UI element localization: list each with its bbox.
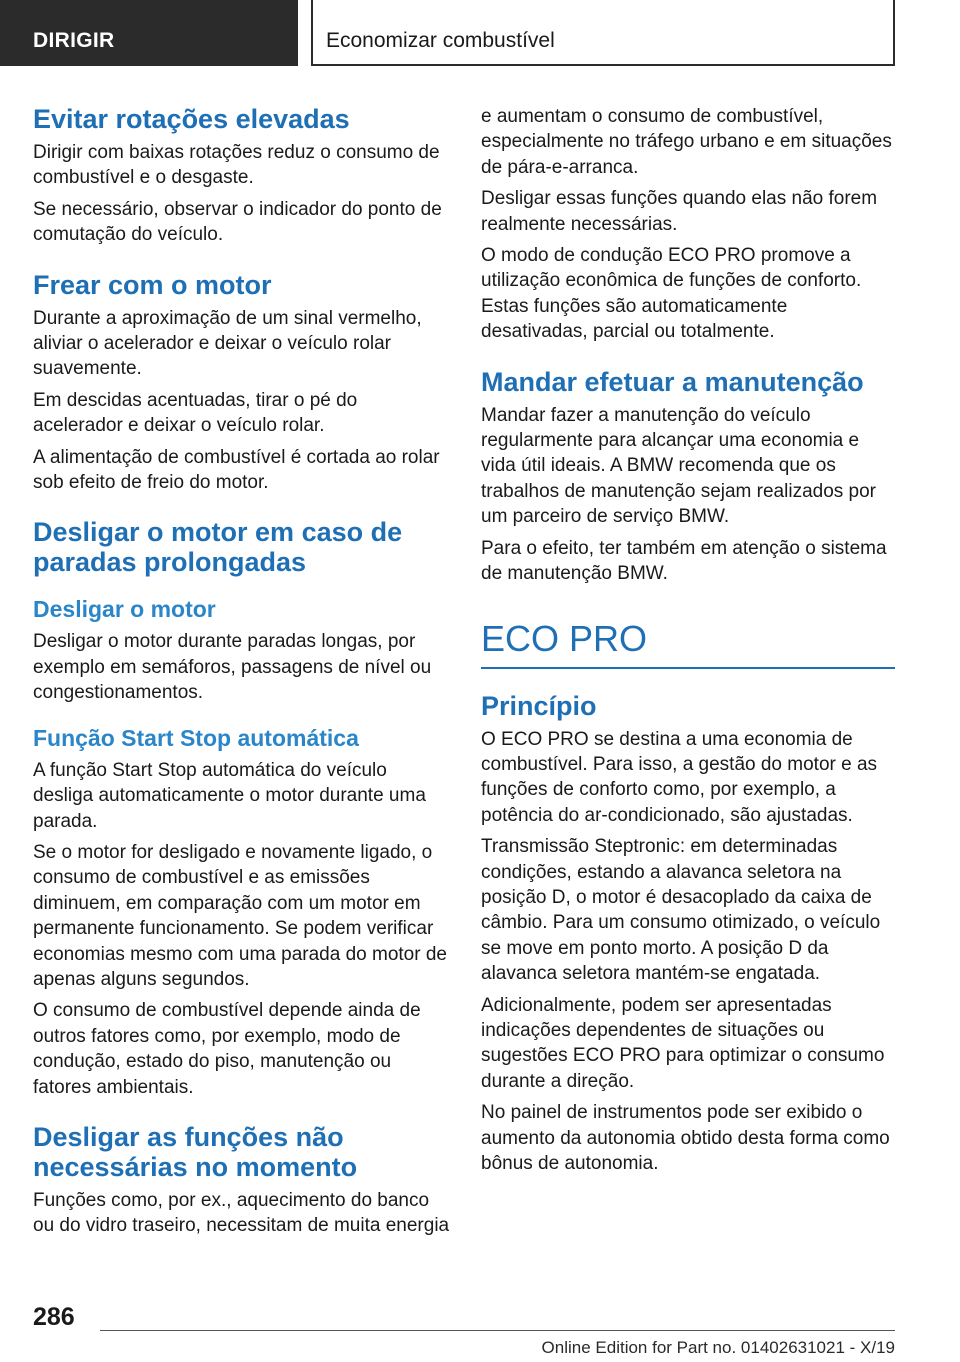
page-number: 286: [33, 1303, 75, 1331]
paragraph: Se necessário, observar o indicador do ponto de comutação do veículo.: [33, 198, 442, 246]
paragraph: Durante a aproximação de um sinal vermelho, aliviar o acelerador e deixar o veículo rolar suavemente.: [33, 307, 422, 380]
heading-eco-pro: ECO PRO: [481, 617, 648, 659]
paragraph: A alimentação de combustível é cortada ao rolar sob efeito de freio do motor.: [33, 446, 440, 494]
edition-note: Online Edition for Part no. 01402631021 - X/19: [541, 1338, 895, 1357]
heading-frear-motor: Frear com o motor: [33, 269, 272, 300]
subheading-desligar-motor: Desligar o motor: [33, 596, 216, 623]
right-column: [481, 104, 895, 1176]
paragraph: Adicionalmente, podem ser apresentadas indicações dependentes de situações ou sugestões ECO PRO para optimizar o consumo durante a direção.: [481, 994, 885, 1092]
subheading-start-stop: Função Start Stop automática: [33, 724, 359, 751]
footer-rule: [100, 1330, 895, 1331]
paragraph: Transmissão Steptronic: em determinadas condições, estando a alavanca seletora na posição D, o motor é desacoplado da caixa de câmbio. Para um consumo otimizado, o veículo se move em ponto morto. A posição D da alavanca seletora mantém-se engatada.: [481, 836, 881, 985]
paragraph: Desligar essas funções quando elas não forem realmente necessárias.: [481, 188, 878, 235]
paragraph: e aumentam o consumo de combustível, especialmente no tráfego urbano e em situações de pára-e-arranca.: [481, 106, 892, 178]
section-label: DIRIGIR: [33, 29, 115, 52]
heading-principio: Princípio: [481, 690, 597, 721]
page-header: [0, 0, 960, 66]
heading-manutencao: Mandar efetuar a manutenção: [481, 366, 864, 397]
paragraph: A função Start Stop automática do veículo desliga automaticamente o motor durante uma parada.: [33, 759, 426, 832]
paragraph: Para o efeito, ter também em atenção o sistema de manutenção BMW.: [481, 537, 887, 585]
heading-desligar-motor-paradas: Desligar o motor em caso de paradas prolongadas: [33, 517, 403, 578]
left-column: [33, 104, 451, 1239]
chapter-title: Economizar combustível: [326, 29, 555, 52]
heading-evitar-rotacoes: Evitar rotações elevadas: [33, 104, 350, 134]
header-divider-left: [311, 0, 313, 66]
paragraph: O consumo de combustível depende ainda de outros fatores como, por exemplo, modo de condução, estado do piso, manutenção ou fatores ambientais.: [33, 1000, 421, 1098]
header-underline: [311, 64, 895, 66]
paragraph: O modo de condução ECO PRO promove a utilização econômica de funções de conforto. Estas funções são automaticamente desativadas, parcial ou totalmente.: [481, 245, 862, 343]
heading-desligar-funcoes: Desligar as funções não necessárias no momento: [33, 1121, 358, 1182]
section-chip: [0, 0, 298, 66]
header-divider-right: [893, 0, 895, 66]
paragraph: Em descidas acentuadas, tirar o pé do acelerador e deixar o veículo rolar.: [33, 389, 358, 437]
paragraph: Desligar o motor durante paradas longas, por exemplo em semáforos, passagens de nível ou congestionamentos.: [33, 631, 432, 704]
paragraph: Mandar fazer a manutenção do veículo regularmente para alcançar uma economia e vida útil ideais. A BMW recomenda que os trabalhos de manutenção sejam realizados por um parceiro de serviço BMW.: [481, 404, 877, 528]
paragraph: Se o motor for desligado e novamente ligado, o consumo de combustível e as emissões diminuem, em comparação com um motor em permanente funcionamento. Se podem verificar economias mesmo com uma parada do motor de apenas alguns segundos.: [33, 841, 447, 990]
paragraph: Funções como, por ex., aquecimento do banco ou do vidro traseiro, necessitam de muita energia: [33, 1189, 450, 1237]
paragraph: No painel de instrumentos pode ser exibido o aumento da autonomia obtido desta forma como bônus de autonomia.: [481, 1102, 890, 1174]
paragraph: Dirigir com baixas rotações reduz o consumo de combustível e o desgaste.: [33, 142, 440, 189]
paragraph: O ECO PRO se destina a uma economia de combustível. Para isso, a gestão do motor e as funções de conforto como, por exemplo, a potência do ar-condicionado, são ajustadas.: [481, 728, 878, 826]
